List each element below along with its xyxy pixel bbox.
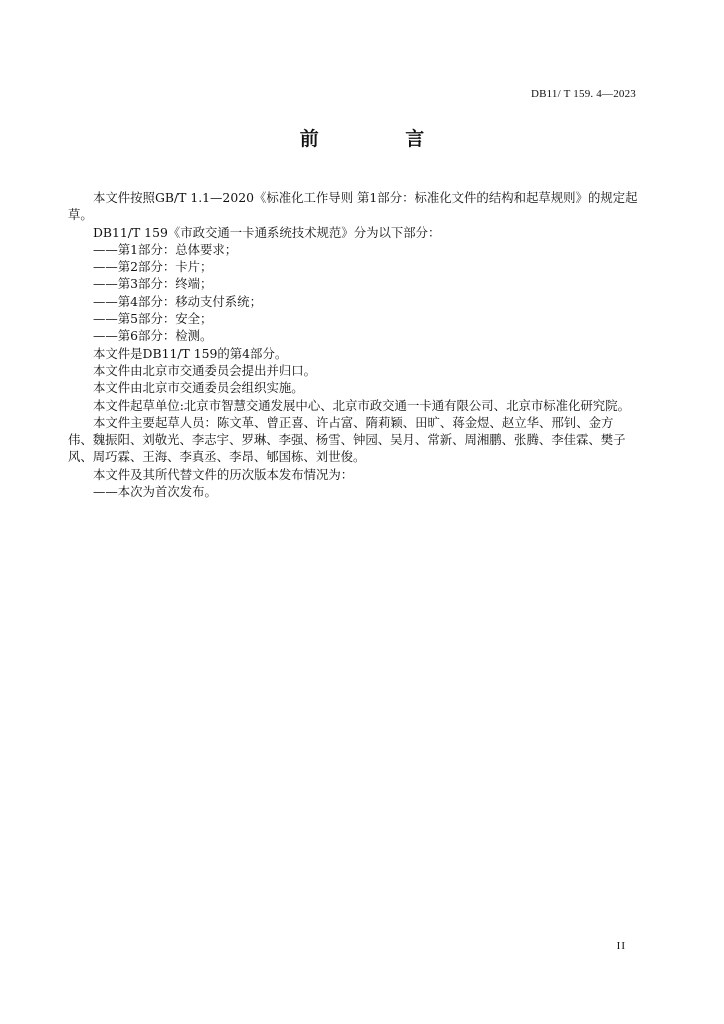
- paragraph-series-intro: DB11/T 159《市政交通一卡通系统技术规范》分为以下部分：: [93, 224, 441, 240]
- document-body: [68, 189, 638, 500]
- list-item-first-release: ——本次为首次发布。: [93, 484, 217, 500]
- list-item-part-6: ——第6部分：检测。: [93, 328, 213, 344]
- standard-code: DB11/ T 159. 4—2023: [530, 88, 636, 100]
- list-item-part-3: ——第3部分：终端；: [93, 276, 213, 292]
- page-title: 前 言: [299, 128, 465, 150]
- paragraph-part-statement: 本文件是DB11/T 159的第4部分。: [93, 345, 288, 361]
- paragraph-implementer: 本文件由北京市交通委员会组织实施。: [93, 380, 304, 396]
- paragraph-drafters: 本文件主要起草人员：陈文革、曾正喜、许占富、隋莉颖、田旷、蒋金煜、赵立华、邢钊、金方伟、魏振阳、刘敬光、李志宇、罗琳、李强、杨雪、钟园、吴月、常新、周湘鹏、张腾、李佳霖、樊子风、周巧霖、王海、李真丞、李昂、郇国栋、刘世俊。: [68, 414, 626, 465]
- paragraph-version-history: 本文件及其所代替文件的历次版本发布情况为：: [93, 466, 354, 482]
- page-number: II: [616, 940, 626, 952]
- paragraph-proposer: 本文件由北京市交通委员会提出并归口。: [93, 362, 317, 378]
- list-item-part-5: ——第5部分：安全；: [93, 311, 213, 327]
- list-item-part-2: ——第2部分：卡片；: [93, 259, 213, 275]
- paragraph-drafting-basis: 本文件按照GB/T 1.1—2020《标准化工作导则 第1部分：标准化文件的结构和起草规则》的规定起草。: [68, 190, 638, 223]
- list-item-part-1: ——第1部分：总体要求；: [93, 241, 238, 257]
- paragraph-drafting-units: 本文件起草单位:北京市智慧交通发展中心、北京市政交通一卡通有限公司、北京市标准化研究院。: [93, 397, 630, 413]
- list-item-part-4: ——第4部分：移动支付系统；: [93, 293, 262, 309]
